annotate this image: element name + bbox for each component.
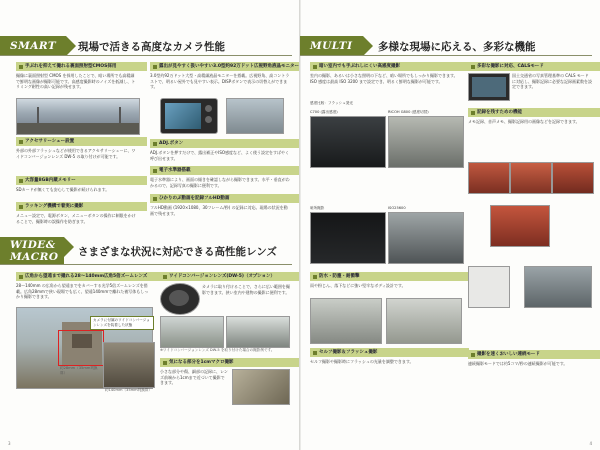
page-number-right: 4 bbox=[589, 441, 592, 446]
subheading-level: 電子水準器搭載 bbox=[150, 166, 299, 175]
subheading-cals: 多彩な撮影に対応、CALSモード bbox=[468, 62, 600, 71]
subheading-rugged: 防水・防塵・耐衝撃 bbox=[310, 272, 469, 281]
text-zoom: 28～140mm の広角から望遠までをカバーする光学5倍ズームレンズを搭載。広角28mmで狭い現場でも広く、望遠140mmで離れた被写体もしっかり撮影できます。 bbox=[16, 283, 149, 300]
subheading-lock: ラッキング機構で着実に撮影 bbox=[16, 202, 147, 211]
wide-tag bbox=[0, 237, 64, 265]
photo-site bbox=[524, 266, 592, 308]
photo-dark-2 bbox=[310, 212, 386, 264]
subheading-adj: ADJ.ボタン bbox=[150, 139, 299, 148]
text-continuous: 連続撮影モードでは約5コマ/秒の連続撮影が可能です。 bbox=[468, 361, 568, 366]
divider bbox=[300, 55, 592, 56]
photo-dark-1 bbox=[310, 116, 386, 168]
photo-interior bbox=[16, 98, 140, 135]
subheading-self: セルフ撮影＆フラッシュ撮影 bbox=[310, 348, 469, 357]
label-c700: C700 (露出感度) bbox=[310, 110, 338, 114]
multi-header bbox=[300, 36, 600, 56]
wide-title: さまざまな状況に対応できる高性能レンズ bbox=[78, 246, 277, 258]
callout-attachment: カメラに付属のワイドコンバージョンレンズを装着した状態 bbox=[90, 316, 154, 330]
subheading-shoe: アクセサリーシュー設置 bbox=[16, 137, 147, 146]
divider bbox=[0, 264, 292, 265]
caption-28mm: 約28mm（35mm判換算） bbox=[60, 366, 98, 375]
cals-screen-image bbox=[468, 73, 510, 101]
text-rugged: 雨や粉じん、落下などに強い堅牢なボディ設計です。 bbox=[310, 283, 406, 288]
camera-back-image bbox=[160, 98, 218, 134]
photo-scaffold-2 bbox=[510, 162, 552, 194]
label-iso25600: ISO25600 bbox=[388, 206, 406, 210]
subheading-macro: 気になる部分を1cmマクロ撮影 bbox=[160, 358, 299, 367]
text-lcd: 3.0型約92万ドット大型・高精細液晶モニターを搭載。広視野角、高コントラストで、明るい屋外でも見やすい表示。DISPボタンで表示の切替えができます。 bbox=[150, 73, 290, 90]
text-converter: カメラに取り付けることで、さらに広い範囲を撮影できます。狭い室内や建物の撮影に便利です。 bbox=[202, 284, 290, 295]
subheading-converter: ワイドコンバージョンレンズ(DW-5)（オプション） bbox=[160, 272, 299, 281]
divider bbox=[0, 55, 292, 56]
photo-bright-1 bbox=[388, 116, 464, 168]
text-memory: SDカードが無くても安心して撮影が続けられます。 bbox=[16, 187, 110, 192]
subheading-continuous: 撮影を速くおいしい連続モード bbox=[468, 350, 600, 359]
smart-tag: SMART bbox=[0, 36, 66, 56]
text-level: 電子水準器により、画面の傾きを確認しながら撮影できます。水平・垂直がわかるので、記録写真の撮影に便利です。 bbox=[150, 177, 290, 188]
photo-without-converter bbox=[160, 316, 224, 348]
text-cals: 国土交通省の写真管理基準の CALS モードに対応し、撮影記録に必要な記録画素数を設定できます。 bbox=[512, 73, 592, 90]
text-movie: フルHD動画 (1920×1080、30フレーム/秒) の記録に対応。現場の状況を動画で残せます。 bbox=[150, 205, 288, 216]
subheading-cmos: 手ぶれを抑えて撮れる裏面照射型CMOS採用 bbox=[16, 62, 147, 71]
label-dark: 暗所撮影 bbox=[310, 206, 325, 210]
photo-building bbox=[226, 98, 284, 134]
subheading-record: 記録を残すための機能 bbox=[468, 108, 600, 117]
photo-scaffold-1 bbox=[468, 162, 510, 194]
multi-tag: MULTI bbox=[300, 36, 363, 56]
photo-scaffold-large bbox=[490, 205, 550, 247]
caption-converter: ※ワイドコンバージョンレンズ DW-5 を取り付けた場合の撮影例です。 bbox=[160, 348, 275, 352]
converter-lens-image bbox=[160, 283, 200, 315]
wide-tag-line1: WIDE& bbox=[10, 239, 56, 251]
photo-scaffold-3 bbox=[552, 162, 594, 194]
wide-header bbox=[0, 237, 300, 265]
photo-macro bbox=[232, 369, 290, 405]
subheading-iso: 暗い室内でも手ぶれしにくい高感度撮影 bbox=[310, 62, 469, 71]
text-lock: メニュー設定で、電源ボタン、メニューボタンの操作に制限をかけることで、撮影時の誤操作を防ぎます。 bbox=[16, 213, 136, 224]
caption-140mm: 約140mm（35mm判換算） bbox=[105, 388, 152, 392]
right-page bbox=[300, 0, 600, 450]
text-iso: 室内の撮影、あるいは小さな照明の下など、暗い場所でもしっかり撮影できます。ISO 感度は最高 ISO 3200 まで設定でき、明るく鮮明な撮影が可能です。 bbox=[310, 73, 458, 84]
photo-shelf bbox=[468, 266, 510, 308]
photo-rugged-2 bbox=[386, 298, 462, 344]
label-flash-compare: 感度比較：フラッシュ発光 bbox=[310, 101, 353, 105]
wide-tag-line2: MACRO bbox=[10, 251, 59, 263]
text-macro: 小さな部分や傷、細部の記録に、レンズ前端から1cmまで近づいて撮影できます。 bbox=[160, 369, 228, 386]
subheading-memory: 大容量8GB内蔵メモリー bbox=[16, 176, 147, 185]
subheading-zoom: 広角から望遠まで撮れる28～140mm広角5倍ズームレンズ bbox=[16, 272, 160, 281]
text-shoe: 外部の外部フラッシュなどが使用できるアクセサリーシューに、ワイドコンバージョンレンズ DW-5 の取り付けが可能です。 bbox=[16, 148, 136, 159]
text-cmos: 撮像に裏面照射型 CMOS を採用したことで、暗い場所でも高精細で鮮明な画像が撮影可能です。高感度撮影時のノイズを低減し、トリミング耐性の高い記録が残せます。 bbox=[16, 73, 136, 90]
smart-header bbox=[0, 36, 300, 56]
text-record: メモ記録、音声メモ、撮影記録用の画像などを記録できます。 bbox=[468, 119, 580, 124]
photo-telephoto bbox=[103, 342, 155, 388]
photo-bright-2 bbox=[388, 212, 464, 264]
multi-title: 多様な現場に応える、多彩な機能 bbox=[378, 41, 536, 53]
text-adj: ADJ.ボタンを押すだけで、露出補正やISO感度など、よく使う設定をすばやく呼び出せます。 bbox=[150, 150, 290, 161]
subheading-movie: ひかりのぶ動画を記録フルHD動画 bbox=[150, 194, 299, 203]
subheading-lcd: 露出が見やすく扱いやすい3.0型約92万ドット広視野角液晶モニター bbox=[150, 62, 299, 71]
smart-title: 現場で活きる高度なカメラ性能 bbox=[78, 41, 225, 53]
label-g800: RICOH G800 (感度切替) bbox=[388, 110, 429, 114]
zoom-frame bbox=[58, 330, 104, 366]
text-self: セルフ撮影や撮影時にフラッシュの光量を調整できます。 bbox=[310, 359, 414, 364]
page-number-left: 3 bbox=[8, 441, 11, 446]
photo-rugged-1 bbox=[310, 298, 382, 344]
photo-with-converter bbox=[226, 316, 290, 348]
